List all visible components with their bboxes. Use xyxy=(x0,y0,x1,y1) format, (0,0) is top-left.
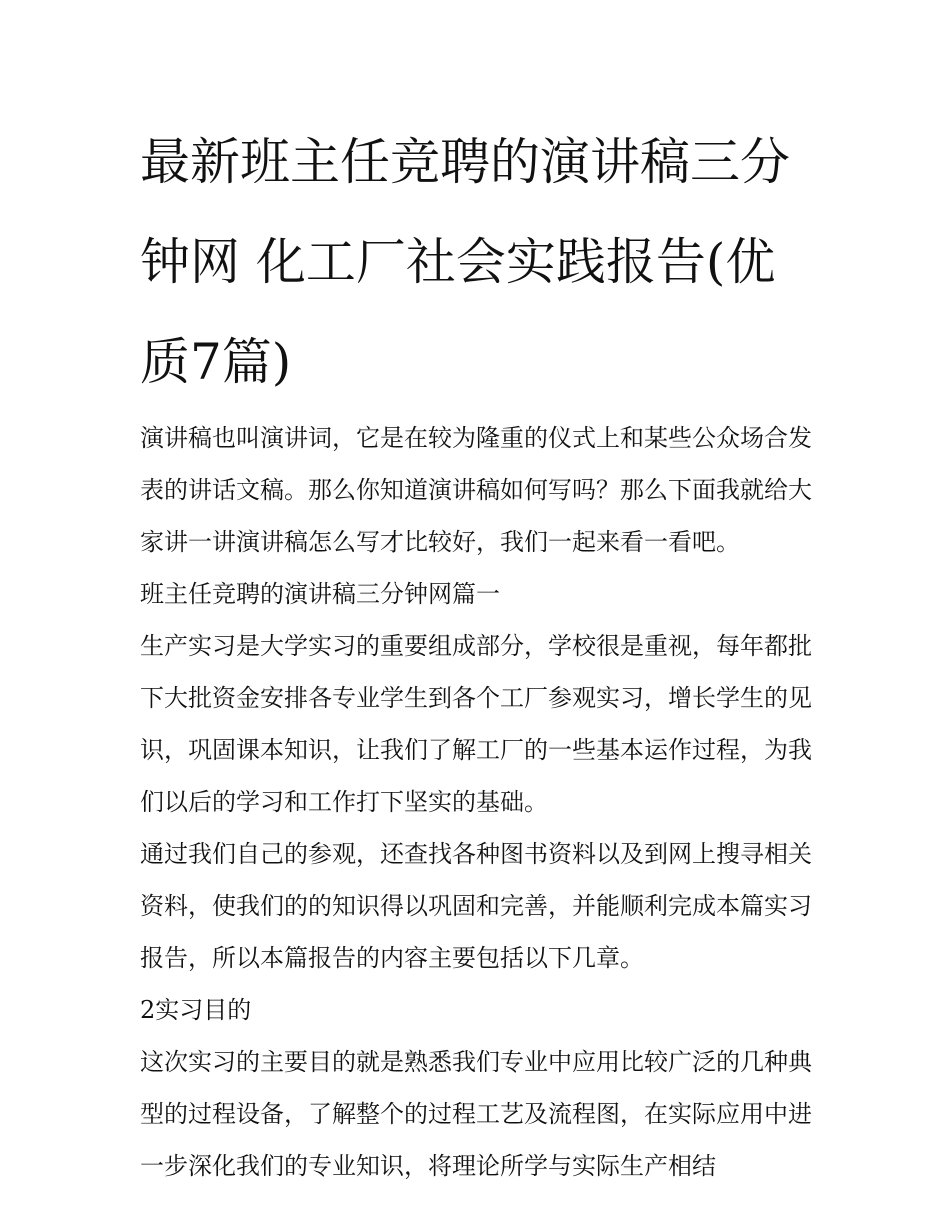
document-page xyxy=(140,112,812,1192)
document-title: 最新班主任竞聘的演讲稿三分钟网 化工厂社会实践报告(优质7篇) xyxy=(140,133,790,391)
intro-paragraph: 演讲稿也叫演讲词，它是在较为隆重的仪式上和某些公众场合发表的讲话文稿。那么你知道演讲稿如何写吗？那么下面我就给大家讲一讲演讲稿怎么写才比较好，我们一起来看一看吧。 xyxy=(140,424,812,556)
body-paragraph: 生产实习是大学实习的重要组成部分，学校很是重视，每年都批下大批资金安排各专业学生到各个工厂参观实习，增长学生的见识，巩固课本知识，让我们了解工厂的一些基本运作过程，为我们以后的学习和工作打下坚实的基础。 xyxy=(140,632,812,816)
body-paragraph: 通过我们自己的参观，还查找各种图书资料以及到网上搜寻相关资料，使我们的的知识得以巩固和完善，并能顺利完成本篇实习报告，所以本篇报告的内容主要包括以下几章。 xyxy=(140,840,812,972)
subsection-heading: 2实习目的 xyxy=(140,996,252,1024)
section-heading: 班主任竞聘的演讲稿三分钟网篇一 xyxy=(140,580,500,608)
body-paragraph: 这次实习的主要目的就是熟悉我们专业中应用比较广泛的几种典型的过程设备，了解整个的过程工艺及流程图，在实际应用中进一步深化我们的专业知识，将理论所学与实际生产相结 xyxy=(140,1048,812,1180)
